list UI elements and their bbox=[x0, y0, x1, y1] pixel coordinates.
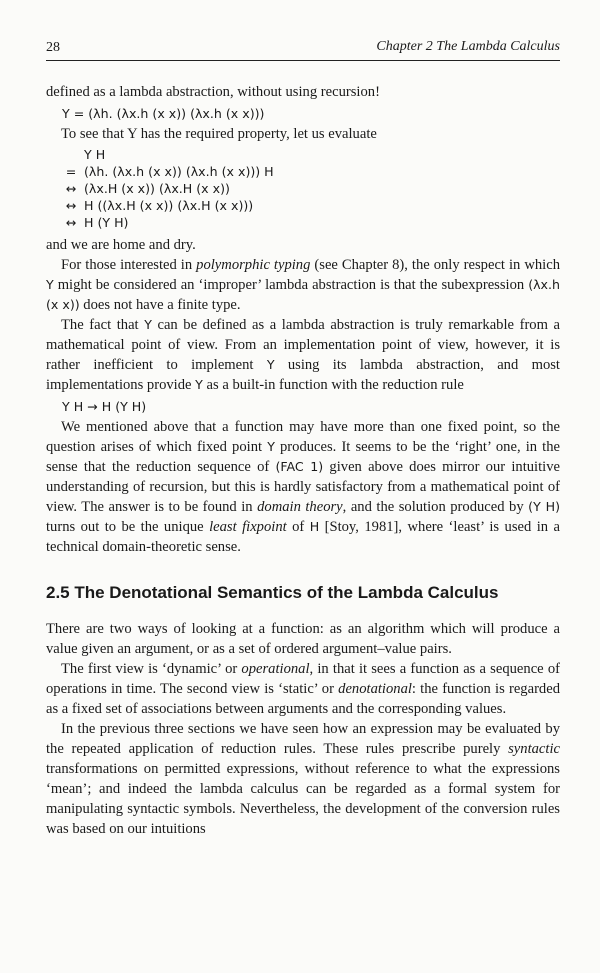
derivation bbox=[58, 146, 560, 231]
paragraph: defined as a lambda abstraction, without using recursion! bbox=[46, 84, 380, 100]
derivation-step bbox=[58, 197, 560, 214]
running-head: Chapter 2 The Lambda Calculus bbox=[376, 39, 560, 54]
relation-symbol: ↔ bbox=[65, 214, 77, 230]
relation-symbol: ↔ bbox=[65, 180, 77, 196]
derivation-step bbox=[58, 163, 560, 180]
paragraph: For those interested in polymorphic typing (see Chapter 8), the only respect in which Y might be considered an ‘improper’ lambda abstraction is that the subexpression (λx.h (x x)) does not have a finite type. bbox=[46, 257, 560, 313]
page-body bbox=[46, 82, 560, 839]
derivation-step bbox=[58, 214, 560, 231]
paragraph: and we are home and dry. bbox=[46, 237, 196, 253]
section-heading: 2.5 The Denotational Semantics of the Lambda Calculus bbox=[46, 583, 499, 602]
derivation-expression: H ((λx.H (x x)) (λx.H (x x))) bbox=[84, 197, 254, 213]
derivation-step bbox=[58, 146, 560, 163]
paragraph: To see that Y has the required property, let us evaluate bbox=[61, 126, 377, 142]
relation-symbol: ↔ bbox=[65, 197, 77, 213]
y-definition: Y = (λh. (λx.h (x x)) (λx.h (x x))) bbox=[62, 106, 265, 121]
derivation-step bbox=[58, 180, 560, 197]
derivation-expression: H (Y H) bbox=[84, 214, 129, 230]
paragraph: There are two ways of looking at a function: as an algorithm which will produce a value given an argument, or as a set of ordered argument–value pairs. bbox=[46, 621, 560, 657]
derivation-expression: (λx.H (x x)) (λx.H (x x)) bbox=[84, 180, 230, 196]
page-number: 28 bbox=[46, 40, 60, 55]
paragraph: In the previous three sections we have seen how an expression may be evaluated by the repeated application of reduction rules. These rules prescribe purely syntactic transformations on permitted expressions, without reference to what the expressions ‘mean’; and indeed the lambda calculus can be regarded as a formal system for manipulating syntactic symbols. Nevertheless, the development of the conversion rules was based on our intuitions bbox=[46, 721, 560, 837]
derivation-expression: (λh. (λx.h (x x)) (λx.h (x x))) H bbox=[84, 163, 274, 179]
paragraph: The first view is ‘dynamic’ or operational, in that it sees a function as a sequence of operations in time. The second view is ‘static’ or denotational: the function is regarded as a fixed set of associations between arguments and the corresponding values. bbox=[46, 661, 560, 717]
page-header bbox=[46, 38, 560, 61]
reduction-rule: Y H → H (Y H) bbox=[62, 399, 147, 414]
paragraph: The fact that Y can be defined as a lambda abstraction is truly remarkable from a mathematical point of view. From an implementation point of view, however, it is rather inefficient to implement Y using its lambda abstraction, and most implementations provide Y as a built-in function with the reduction rule bbox=[46, 317, 561, 393]
relation-symbol: = bbox=[65, 163, 77, 179]
paragraph: We mentioned above that a function may have more than one fixed point, so the question arises of which fixed point Y produces. It seems to be the ‘right’ one, in the sense that the reduction sequence of (FAC 1) given above does mirror our intuitive understanding of recursion, but this is hardly satisfactory from a mathematical point of view. The answer is to be found in domain theory, and the solution produced by (Y H) turns out to be the unique least fixpoint of H [Stoy, 1981], where ‘least’ is used in a technical domain-theoretic sense. bbox=[46, 419, 561, 555]
derivation-expression: Y H bbox=[84, 146, 106, 162]
